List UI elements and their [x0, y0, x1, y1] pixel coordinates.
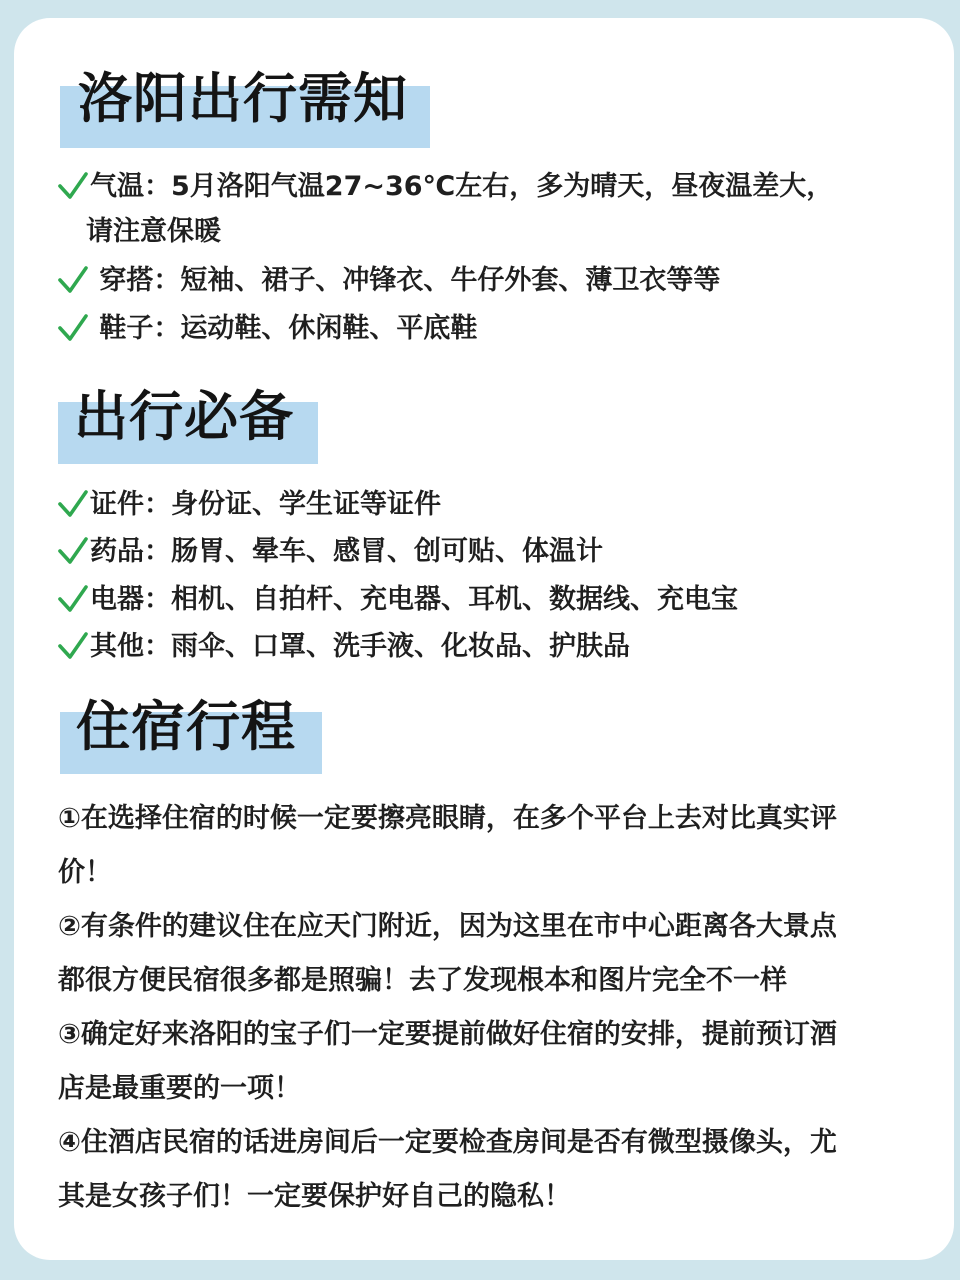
paragraph-line: 店是最重要的一项！: [58, 1073, 301, 1104]
list-item-text: 穿搭：短袖、裙子、冲锋衣、牛仔外套、薄卫衣等等: [90, 265, 721, 296]
paragraph-line: ③确定好来洛阳的宝子们一定要提前做好住宿的安排，提前预订酒: [58, 1019, 837, 1050]
section-heading-accommodation: [76, 695, 296, 758]
check-icon: [58, 314, 88, 342]
list-item-shoes: [58, 314, 477, 342]
list-item-text: 其他：雨伞、口罩、洗手液、化妆品、护肤品: [90, 631, 630, 662]
list-item-text: 气温：5月洛阳气温27~36℃左右，多为晴天，昼夜温差大，: [90, 171, 834, 202]
paragraph-line: 价！: [58, 857, 112, 888]
list-item-text: 鞋子：运动鞋、休闲鞋、平底鞋: [90, 313, 478, 344]
list-item-medicine: [58, 537, 603, 565]
section-heading-travel-notes: [78, 67, 408, 130]
check-icon: [58, 266, 88, 294]
check-icon: [58, 585, 88, 613]
check-icon: [58, 632, 88, 660]
paragraph-line: 都很方便民宿很多都是照骗！去了发现根本和图片完全不一样: [58, 965, 787, 996]
list-item-clothing: [58, 266, 720, 294]
list-item-text: 电器：相机、自拍杆、充电器、耳机、数据线、充电宝: [90, 584, 738, 615]
check-icon: [58, 537, 88, 565]
heading-text: 洛阳出行需知: [78, 67, 408, 130]
section-heading-essentials: [74, 385, 294, 448]
list-item-text: 证件：身份证、学生证等证件: [90, 489, 441, 520]
list-item-electronics: [58, 585, 738, 613]
paragraph-line: 其是女孩子们！一定要保护好自己的隐私！: [58, 1181, 571, 1212]
heading-text: 住宿行程: [76, 695, 296, 758]
paragraph-line: ②有条件的建议住在应天门附近，因为这里在市中心距离各大景点: [58, 911, 837, 942]
paragraph-line: ①在选择住宿的时候一定要擦亮眼睛，在多个平台上去对比真实评: [58, 803, 837, 834]
list-item-documents: [58, 490, 441, 518]
heading-text: 出行必备: [74, 385, 294, 448]
check-icon: [58, 490, 88, 518]
list-item-others: [58, 632, 630, 660]
list-item-text: 药品：肠胃、晕车、感冒、创可贴、体温计: [90, 536, 603, 567]
list-item-continuation: 请注意保暖: [86, 216, 221, 247]
paragraph-line: ④住酒店民宿的话进房间后一定要检查房间是否有微型摄像头，尤: [58, 1127, 837, 1158]
check-icon: [58, 172, 88, 200]
list-item-temperature: [58, 172, 833, 200]
